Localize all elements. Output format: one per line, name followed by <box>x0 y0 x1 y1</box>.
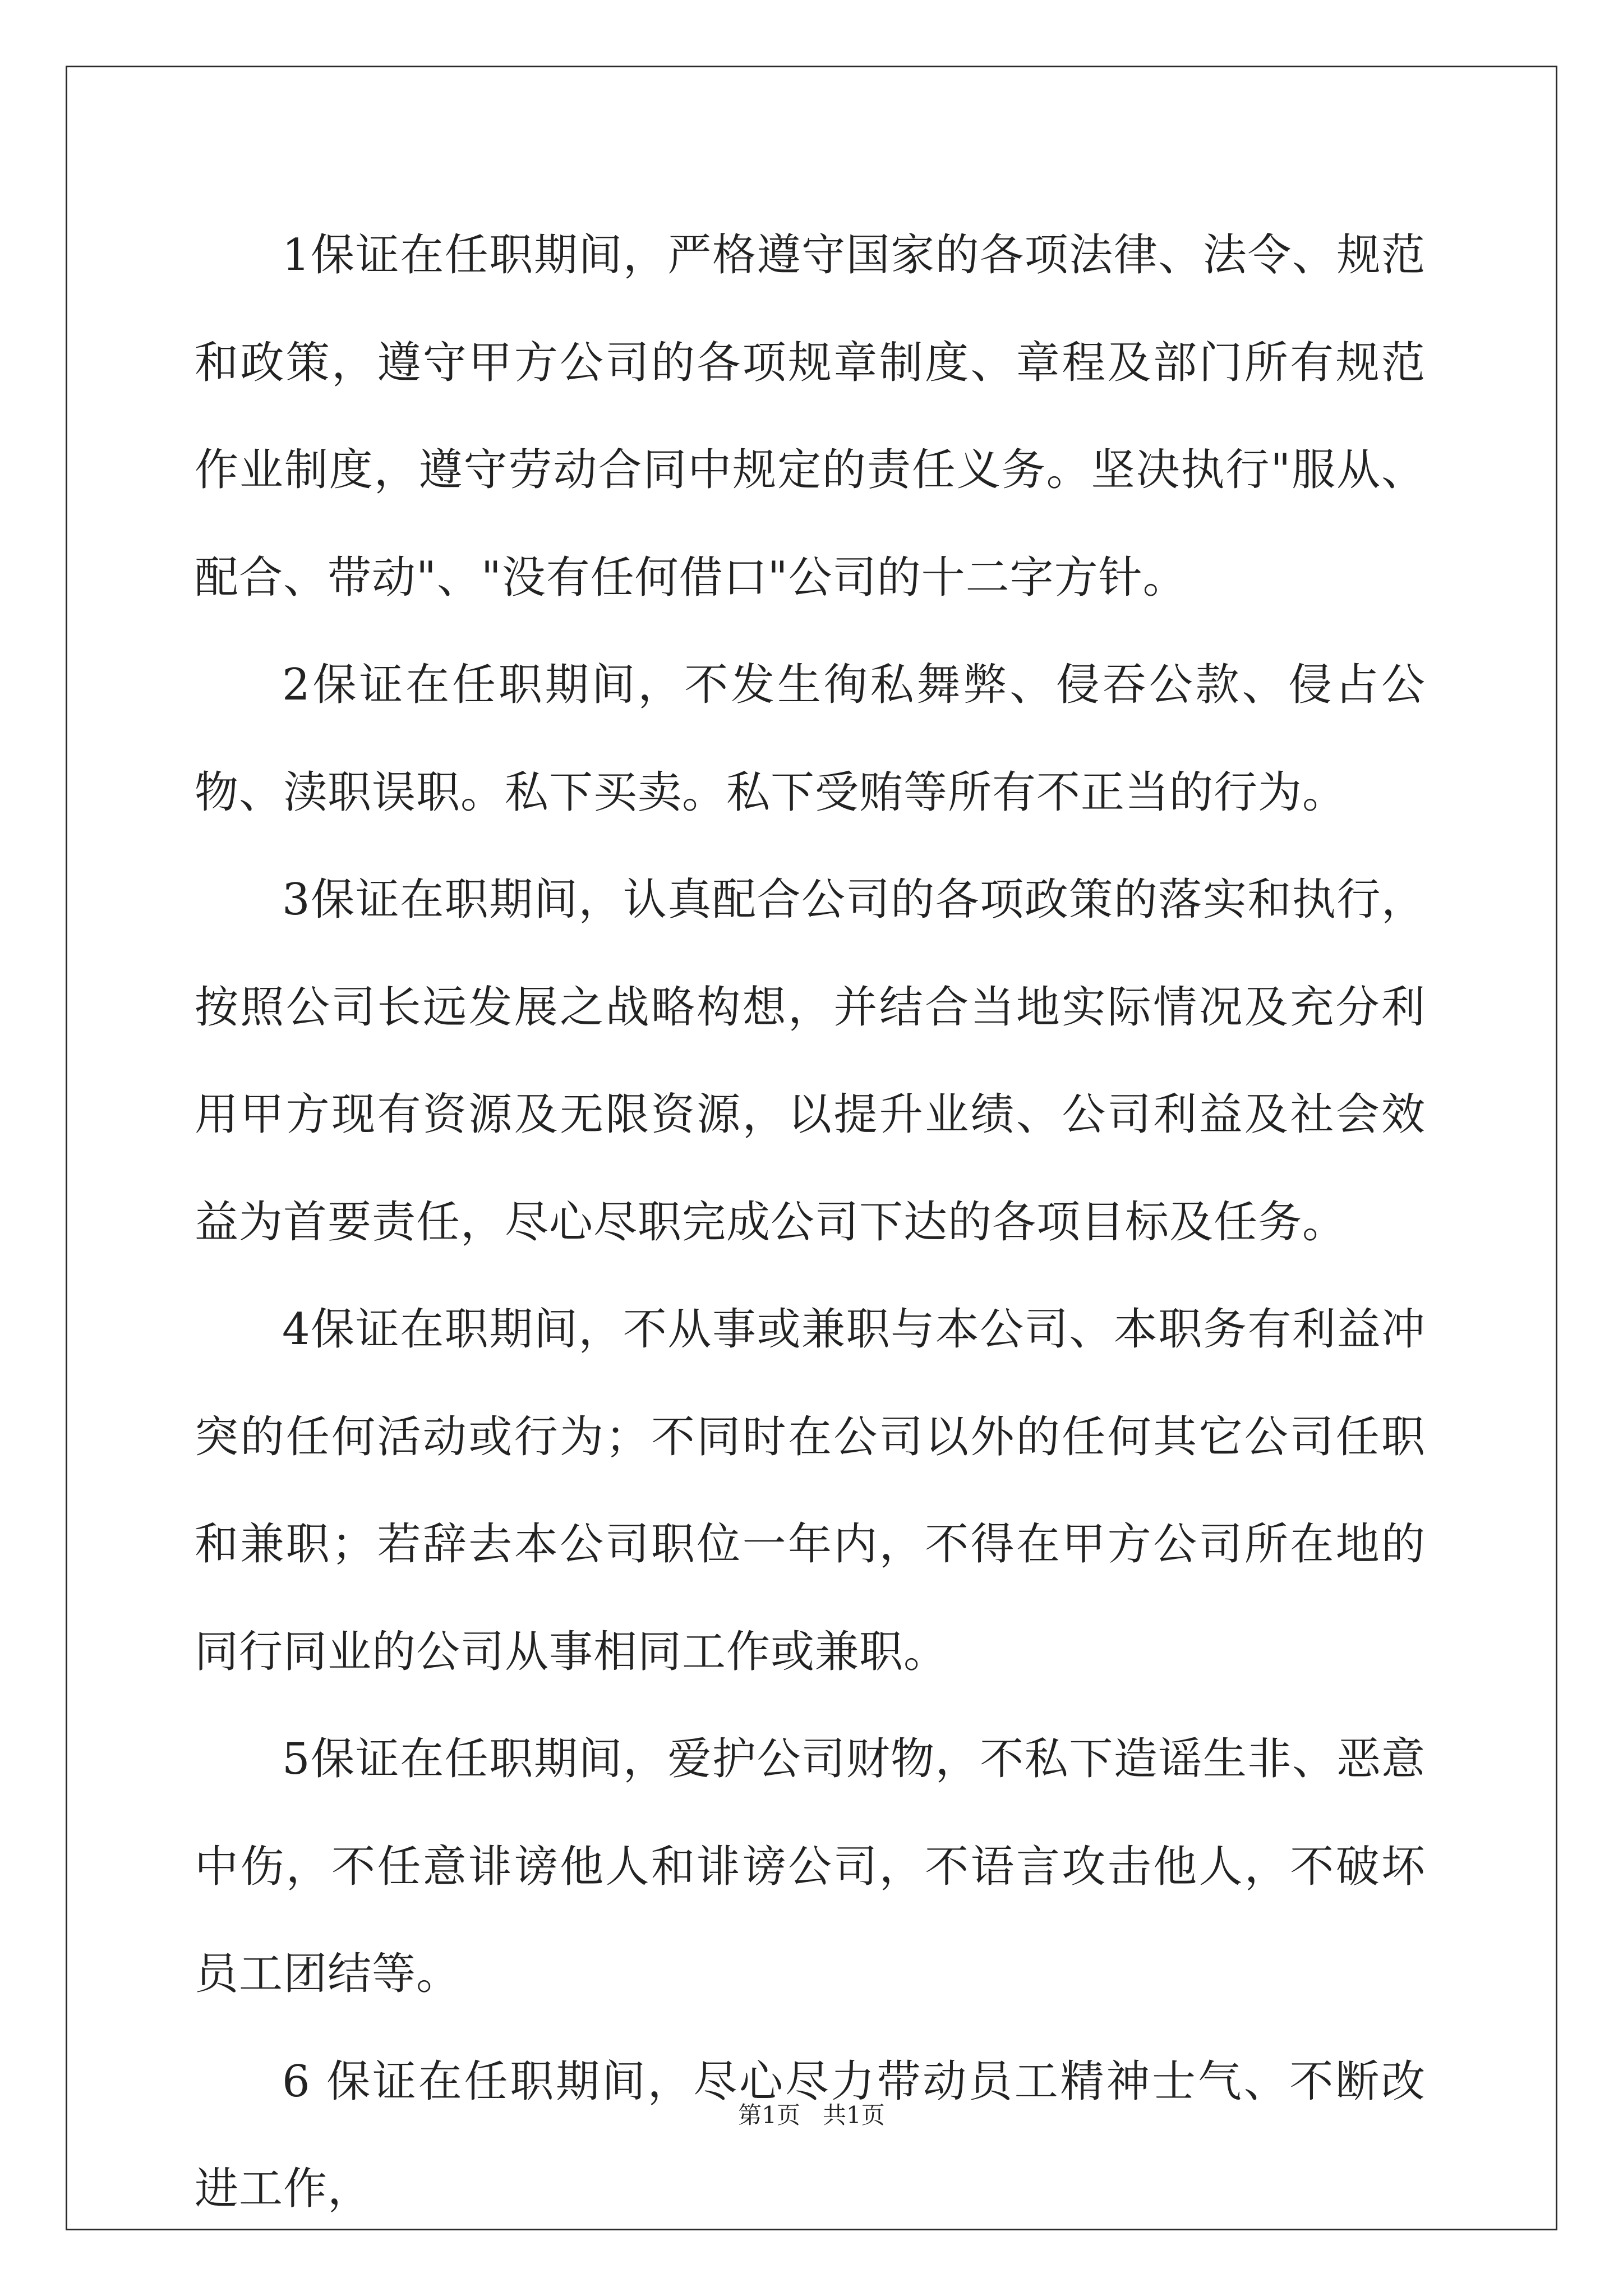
paragraph-4: 4保证在职期间，不从事或兼职与本公司、本职务有利益冲突的任何活动或行为；不同时在公司以外的任何其它公司任职和兼职；若辞去本公司职位一年内，不得在甲方公司所在地的同行同业的公司从事相同工作或兼职。 <box>195 1304 1426 1677</box>
paragraph-3: 3保证在职期间，认真配合公司的各项政策的落实和执行，按照公司长远发展之战略构想，并结合当地实际情况及充分利用甲方现有资源及无限资源，以提升业绩、公司利益及社会效益为首要责任，尽心尽职完成公司下达的各项目标及任务。 <box>195 875 1426 1248</box>
page-footer <box>0 2097 1623 2131</box>
paragraph-2: 2保证在任职期间，不发生徇私舞弊、侵吞公款、侵占公物、渎职误职。私下买卖。私下受贿等所有不正当的行为。 <box>195 660 1426 818</box>
document-body <box>195 202 1426 2243</box>
page-number: 第1页 共1页 <box>738 2101 885 2129</box>
paragraph-1: 1保证在任职期间，严格遵守国家的各项法律、法令、规范和政策，遵守甲方公司的各项规章制度、章程及部门所有规范作业制度，遵守劳动合同中规定的责任义务。坚决执行"服从、配合、带动"、"没有任何借口"公司的十二字方针。 <box>195 230 1426 603</box>
paragraph-6: 6 保证在任职期间，尽心尽力带动员工精神士气、不断改进工作， <box>195 2056 1426 2214</box>
paragraph-5: 5保证在任职期间，爱护公司财物，不私下造谣生非、恶意中伤，不任意诽谤他人和诽谤公司，不语言攻击他人，不破坏员工团结等。 <box>195 1734 1426 1999</box>
